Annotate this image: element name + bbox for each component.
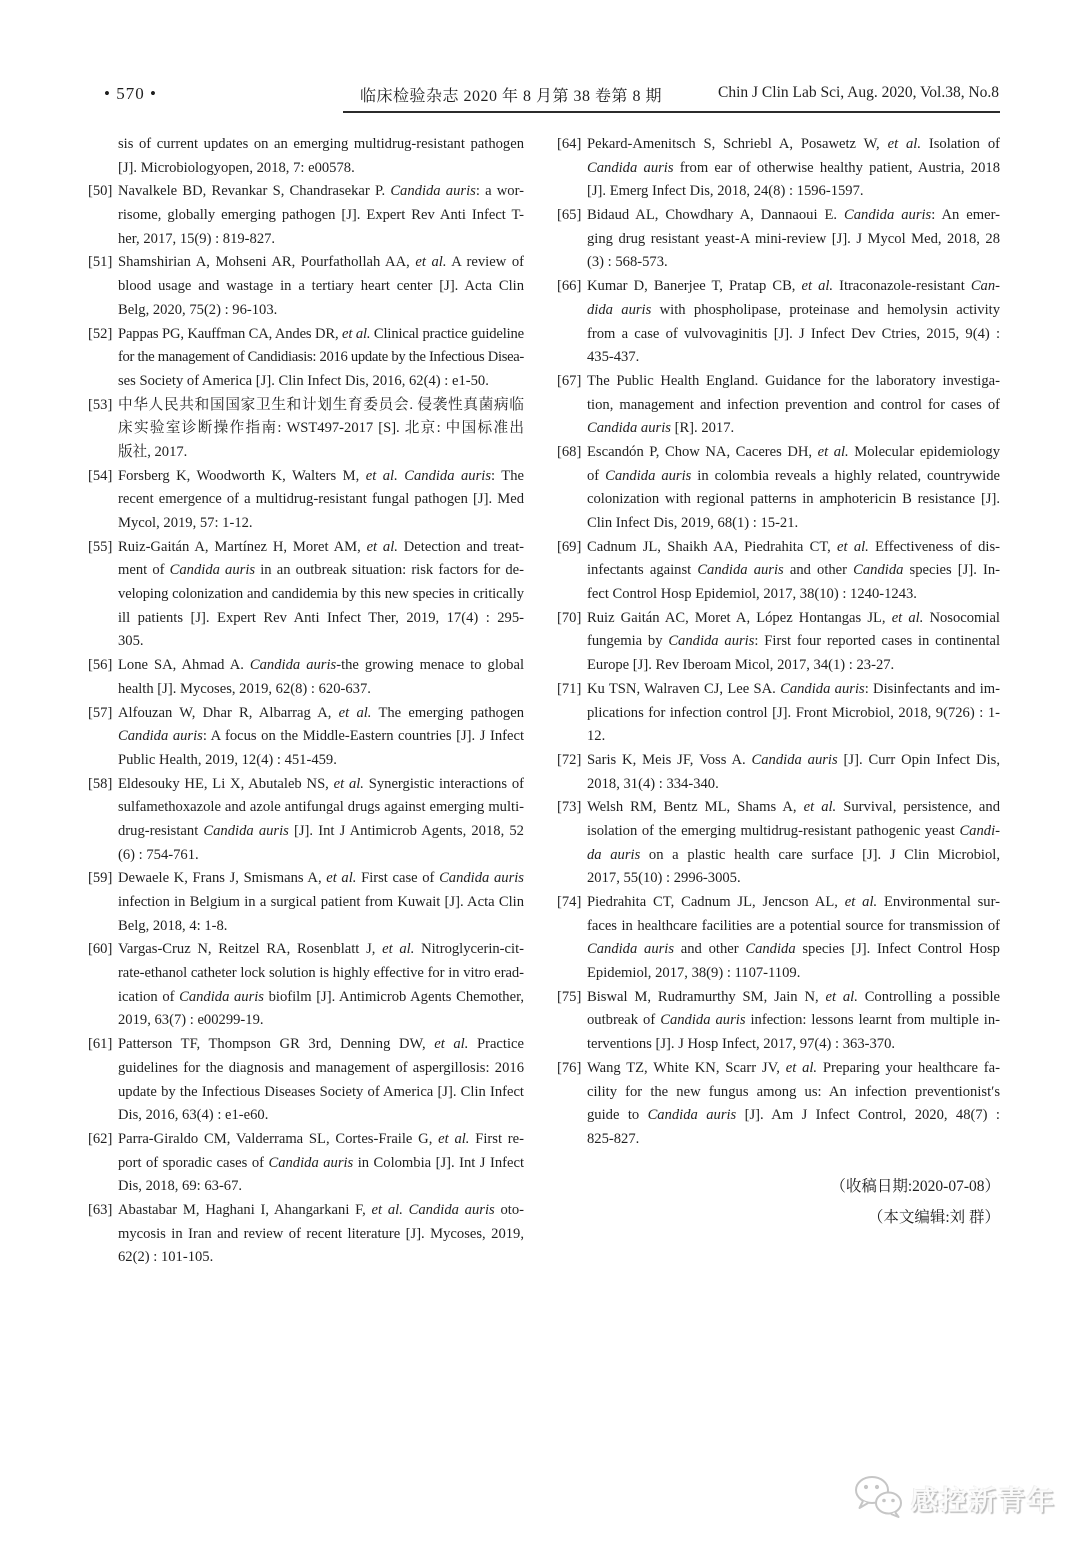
reference-number: [51] <box>88 254 113 271</box>
reference-item <box>557 1057 1000 1152</box>
reference-line: port of sporadic cases of Candida auris in Colombia [J]. Int J Infect <box>118 1154 524 1171</box>
reference-number: [71] <box>557 680 582 697</box>
italic-term: Candida auris <box>408 1201 495 1218</box>
reference-line: guidelines for the diagnosis and management of aspergillosis: 2016 <box>118 1059 524 1076</box>
reference-line: plications for infection control [J]. Front Microbiol, 2018, 9(726) : 1- <box>587 704 1000 721</box>
reference-number: [66] <box>557 278 582 295</box>
reference-line: Ku TSN, Walraven CJ, Lee SA. Candida auris: Disinfectants and im- <box>587 680 1000 697</box>
reference-item <box>88 394 524 465</box>
reference-line: [J]. Microbiologyopen, 2018, 7: e00578. <box>118 159 355 176</box>
reference-line: Wang TZ, White KN, Scarr JV, et al. Preparing your healthcare fa- <box>587 1059 1000 1076</box>
italic-term: et al. <box>438 1130 470 1147</box>
watermark-text: 感控新青年 <box>911 1486 1056 1516</box>
reference-line: ses Society of America [J]. Clin Infect Dis, 2016, 62(4) : e1-50. <box>118 372 489 389</box>
reference-number: [70] <box>557 609 582 626</box>
reference-line: The Public Health England. Guidance for the laboratory investiga- <box>587 372 1000 389</box>
reference-line: Lone SA, Ahmad A. Candida auris-the growing menace to global <box>118 657 524 674</box>
reference-line: fungemia by Candida auris: First four reported cases in continental <box>587 633 1000 650</box>
reference-line: Abastabar M, Haghani I, Ahangarkani F, et al. Candida auris oto- <box>118 1201 524 1218</box>
reference-line: Cadnum JL, Shaikh AA, Piedrahita CT, et al. Effectiveness of dis- <box>587 538 1000 555</box>
reference-line: Belg, 2020, 75(2) : 96-103. <box>118 301 278 318</box>
italic-term: Candida auris <box>390 183 476 200</box>
reference-item <box>88 536 524 654</box>
reference-line: cility for the new fungus among us: An infection preventionist′s <box>587 1083 1000 1100</box>
italic-term: Candida auris <box>605 467 692 484</box>
reference-number: [50] <box>88 183 113 200</box>
reference-item <box>88 1199 524 1270</box>
end-notes <box>557 1171 1000 1233</box>
header-rule <box>343 111 1000 113</box>
italic-term: et al. <box>803 799 837 816</box>
reference-line: 435-437. <box>587 349 640 366</box>
italic-term: et al. <box>326 870 357 887</box>
reference-item <box>88 773 524 868</box>
italic-term: da auris <box>587 846 641 863</box>
journal-title-cn: 临床检验杂志 2020 年 8 月第 38 卷第 8 期 <box>360 88 663 105</box>
reference-number: [62] <box>88 1130 113 1147</box>
reference-line: Public Health, 2019, 12(4) : 451-459. <box>118 751 337 768</box>
reference-item <box>557 891 1000 986</box>
italic-term: Candida auris <box>203 822 289 839</box>
reference-item <box>88 133 524 180</box>
reference-number: [56] <box>88 657 113 674</box>
reference-line: isolation of the emerging multidrug-resistant pathogenic yeast Candi- <box>587 822 1000 839</box>
reference-item <box>88 1033 524 1128</box>
italic-term: Candida auris <box>587 941 675 958</box>
italic-term: Candida auris <box>404 467 492 484</box>
reference-line: guide to Candida auris [J]. Am J Infect Control, 2020, 48(7) : <box>587 1107 1000 1124</box>
reference-line: outbreak of Candida auris infection: lessons learnt from multiple in- <box>587 1012 1000 1029</box>
italic-term: et al. <box>371 1201 403 1218</box>
reference-line: 825-827. <box>587 1130 640 1147</box>
received-date-note: （收稿日期:2020-07-08） <box>830 1177 1000 1195</box>
reference-line: sulfamethoxazole and azole antifungal drugs against emerging multi- <box>118 799 524 816</box>
reference-line: risome, globally emerging pathogen [J]. Expert Rev Anti Infect T- <box>118 207 524 224</box>
references-column-right <box>557 133 1000 1270</box>
italic-term: Candida auris <box>844 207 932 224</box>
reference-line: Vargas-Cruz N, Reitzel RA, Rosenblatt J, et al. Nitroglycerin-cit- <box>118 941 524 958</box>
italic-term: Candida auris <box>268 1154 354 1171</box>
reference-number: [61] <box>88 1036 113 1053</box>
italic-term: Candida auris <box>169 562 256 579</box>
reference-line: fect Control Hosp Epidemiol, 2017, 38(10) : 1240-1243. <box>587 586 917 603</box>
italic-term: et al. <box>891 609 924 626</box>
reference-line: Piedrahita CT, Cadnum JL, Jencson AL, et al. Environmental sur- <box>587 894 1000 910</box>
wechat-icon <box>852 1474 904 1523</box>
reference-item <box>557 275 1000 370</box>
italic-term: et al. <box>844 894 878 910</box>
reference-line: infectants against Candida auris and other Candida species [J]. In- <box>587 562 1000 579</box>
reference-line: ging drug resistant yeast-A mini-review [J]. J Mycol Med, 2018, 28 <box>587 230 1000 247</box>
reference-number: [59] <box>88 870 113 887</box>
reference-line: 305. <box>118 633 144 650</box>
reference-line: 中华人民共和国国家卫生和计划生育委员会. 侵袭性真菌病临 <box>118 396 524 413</box>
reference-line: Candida auris: A focus on the Middle-Eastern countries [J]. J Infect <box>118 728 524 745</box>
reference-line: tion, management and infection prevention and control for cases of <box>587 396 1000 413</box>
reference-line: health [J]. Mycoses, 2019, 62(8) : 620-637. <box>118 680 371 697</box>
italic-term: et al. <box>801 278 834 295</box>
italic-term: Candida auris <box>587 159 674 176</box>
reference-line: Navalkele BD, Revankar S, Chandrasekar P. Candida auris: a wor- <box>118 183 524 200</box>
references-columns <box>88 133 1000 1270</box>
reference-line: ment of Candida auris in an outbreak situation: risk factors for de- <box>118 562 524 579</box>
reference-line: Clin Infect Dis, 2019, 68(1) : 15-21. <box>587 515 799 531</box>
reference-line: Escandón P, Chow NA, Caceres DH, et al. Molecular epidemiology <box>587 443 1000 460</box>
reference-item <box>88 465 524 536</box>
italic-term: et al. <box>887 136 922 152</box>
reference-line: sis of current updates on an emerging multidrug-resistant pathogen <box>118 136 524 152</box>
reference-line: Bidaud AL, Chowdhary A, Dannaoui E. Candida auris: An emer- <box>587 207 1000 224</box>
reference-line: mycosis in Iran and review of recent literature [J]. Mycoses, 2019, <box>118 1225 524 1242</box>
reference-item <box>88 251 524 322</box>
italic-term: Candida auris <box>647 1107 737 1124</box>
reference-number: [60] <box>88 941 113 958</box>
reference-item <box>88 867 524 938</box>
reference-item <box>88 1128 524 1199</box>
reference-line: Dis, 2016, 63(4) : e1-e60. <box>118 1107 269 1124</box>
reference-line: Candida auris and other Candida species [J]. Infect Control Hosp <box>587 941 1000 958</box>
reference-line: Pekard-Amenitsch S, Schriebl A, Posawetz W, et al. Isolation of <box>587 136 1000 152</box>
reference-number: [54] <box>88 467 113 484</box>
italic-term: Candida <box>745 941 796 958</box>
reference-number: [72] <box>557 751 582 768</box>
reference-item <box>557 678 1000 749</box>
italic-term: et al. <box>338 704 372 721</box>
reference-line: 2018, 31(4) : 334-340. <box>587 775 719 792</box>
reference-number: [65] <box>557 207 582 224</box>
reference-line: Europe [J]. Rev Iberoam Micol, 2017, 34(1) : 23-27. <box>587 657 895 674</box>
italic-term: dida auris <box>587 301 652 318</box>
reference-line: Belg, 2018, 4: 1-8. <box>118 917 228 934</box>
reference-item <box>557 133 1000 204</box>
reference-line: Saris K, Meis JF, Voss A. Candida auris [J]. Curr Opin Infect Dis, <box>587 751 1000 768</box>
reference-item <box>557 536 1000 607</box>
reference-line: update by the Infectious Diseases Society of America [J]. Clin Infect <box>118 1083 524 1100</box>
reference-number: [74] <box>557 894 582 910</box>
reference-line: Welsh RM, Bentz ML, Shams A, et al. Survival, persistence, and <box>587 799 1000 816</box>
italic-term: et al. <box>837 538 869 555</box>
reference-line: (6) : 754-761. <box>118 846 199 863</box>
reference-item <box>557 607 1000 678</box>
reference-number: [52] <box>88 325 113 342</box>
reference-line: Forsberg K, Woodworth K, Walters M, et al. Candida auris: The <box>118 467 524 484</box>
reference-line: blood usage and wastage in a tertiary heart center [J]. Acta Clin <box>118 278 524 295</box>
reference-item <box>557 370 1000 441</box>
reference-line: ill patients [J]. Expert Rev Anti Infect Ther, 2019, 17(4) : 295- <box>118 609 524 626</box>
reference-number: [64] <box>557 136 582 152</box>
italic-term: Candida <box>853 562 904 579</box>
reference-number: [63] <box>88 1201 113 1218</box>
reference-line: Kumar D, Banerjee T, Pratap CB, et al. Itraconazole-resistant Can- <box>587 278 1000 295</box>
italic-term: Candida auris <box>179 988 264 1005</box>
reference-line: [J]. Emerg Infect Dis, 2018, 24(8) : 1596-1597. <box>587 183 864 200</box>
reference-line: Alfouzan W, Dhar R, Albarrag A, et al. The emerging pathogen <box>118 704 524 721</box>
reference-line: rate-ethanol catheter lock solution is highly effective for in vitro erad- <box>118 965 524 982</box>
reference-line: her, 2017, 15(9) : 819-827. <box>118 230 276 247</box>
reference-line: 2017, 55(10) : 2996-3005. <box>587 870 741 887</box>
reference-line: Shamshirian A, Mohseni AR, Pourfathollah AA, et al. A review of <box>118 254 524 271</box>
reference-line: recent emergence of a multidrug-resistant fungal pathogen [J]. Med <box>118 491 524 508</box>
reference-line: dida auris with phospholipase, proteinase and hemolysin activity <box>587 301 1000 318</box>
reference-line: 12. <box>587 728 606 745</box>
reference-number: [67] <box>557 372 582 389</box>
reference-line: Dis, 2018, 69: 63-67. <box>118 1178 243 1195</box>
italic-term: et al. <box>342 325 371 342</box>
reference-line: da auris on a plastic health care surface [J]. J Clin Microbiol, <box>587 846 1000 863</box>
reference-number: [68] <box>557 443 582 460</box>
italic-term: Candida auris <box>668 633 755 650</box>
reference-line: from a case of vulvovaginitis [J]. J Infect Dev Ctries, 2015, 9(4) : <box>587 325 1000 342</box>
reference-line: Candida auris from ear of otherwise healthy patient, Austria, 2018 <box>587 159 1000 176</box>
references-column-left <box>88 133 524 1270</box>
reference-line: Dewaele K, Frans J, Smismans A, et al. First case of Candida auris <box>118 870 524 887</box>
reference-item <box>557 441 1000 536</box>
reference-line: ication of Candida auris biofilm [J]. Antimicrob Agents Chemother, <box>118 988 524 1005</box>
italic-term: et al. <box>785 1059 818 1076</box>
italic-term: et al. <box>382 941 415 958</box>
reference-item <box>557 749 1000 796</box>
reference-line: 2019, 63(7) : e00299-19. <box>118 1012 264 1029</box>
reference-number: [53] <box>88 396 113 413</box>
italic-term: Candida auris <box>118 728 203 745</box>
editor-note: （本文编辑:刘 群） <box>867 1208 1000 1226</box>
italic-term: et al. <box>434 1036 469 1053</box>
reference-line: colonization with regional patterns in amphotericin B resistance [J]. <box>587 491 1000 508</box>
reference-line: 床实验室诊断操作指南: WST497-2017 [S]. 北京: 中国标准出 <box>118 420 524 437</box>
italic-term: et al. <box>333 775 364 792</box>
reference-item <box>88 323 524 394</box>
page-number: • 570 • <box>104 84 157 103</box>
reference-number: [69] <box>557 538 582 555</box>
reference-line: Parra-Giraldo CM, Valderrama SL, Cortes-Fraile G, et al. First re- <box>118 1130 524 1147</box>
reference-number: [76] <box>557 1059 582 1076</box>
reference-line: infection in Belgium in a surgical patient from Kuwait [J]. Acta Clin <box>118 894 524 910</box>
reference-line: (3) : 568-573. <box>587 254 668 271</box>
reference-number: [58] <box>88 775 113 792</box>
journal-title-en: Chin J Clin Lab Sci, Aug. 2020, Vol.38, No.8 <box>718 84 1000 101</box>
italic-term: et al. <box>366 538 398 555</box>
reference-number: [75] <box>557 988 582 1005</box>
italic-term: Candida auris <box>780 680 865 697</box>
reference-line: 62(2) : 101-105. <box>118 1249 214 1266</box>
reference-line: drug-resistant Candida auris [J]. Int J Antimicrob Agents, 2018, 52 <box>118 822 524 839</box>
reference-item <box>88 654 524 701</box>
italic-term: Candida auris <box>249 657 337 674</box>
italic-term: Can- <box>970 278 1000 295</box>
reference-line: Ruiz-Gaitán A, Martínez H, Moret AM, et al. Detection and treat- <box>118 538 524 555</box>
reference-line: veloping colonization and candidemia by this new species in critically <box>118 586 524 603</box>
italic-term: Candida auris <box>660 1012 746 1029</box>
reference-item <box>557 986 1000 1057</box>
reference-line: Epidemiol, 2017, 38(9) : 1107-1109. <box>587 965 801 982</box>
reference-number: [57] <box>88 704 113 721</box>
reference-number: [73] <box>557 799 582 816</box>
italic-term: et al. <box>817 443 849 460</box>
reference-number: [55] <box>88 538 113 555</box>
italic-term: et al. <box>825 988 858 1005</box>
italic-term: Candi- <box>959 822 1000 839</box>
reference-line: terventions [J]. J Hosp Infect, 2017, 97(4) : 363-370. <box>587 1036 896 1053</box>
reference-line: Mycol, 2019, 57: 1-12. <box>118 515 253 531</box>
reference-line: 版社, 2017. <box>118 443 188 460</box>
reference-line: Ruiz Gaitán AC, Moret A, López Hontangas JL, et al. Nosocomial <box>587 609 1000 626</box>
italic-term: et al. <box>365 467 398 484</box>
reference-line: Biswal M, Rudramurthy SM, Jain N, et al. Controlling a possible <box>587 988 1000 1005</box>
italic-term: Candida auris <box>439 870 524 887</box>
reference-line: Pappas PG, Kauffman CA, Andes DR, et al. Clinical practice guideline <box>118 325 524 342</box>
italic-term: Candida auris <box>751 751 838 768</box>
italic-term: Candida auris <box>587 420 671 437</box>
reference-item <box>557 204 1000 275</box>
reference-item <box>88 938 524 1033</box>
reference-line: faces in healthcare facilities are a potential source for transmission of <box>587 917 1000 934</box>
reference-item <box>88 180 524 251</box>
watermark <box>852 1474 1056 1523</box>
reference-line: Patterson TF, Thompson GR 3rd, Denning DW, et al. Practice <box>118 1036 524 1053</box>
reference-line: of Candida auris in colombia reveals a highly related, countrywide <box>587 467 1000 484</box>
reference-line: Eldesouky HE, Li X, Abutaleb NS, et al. Synergistic interactions of <box>118 775 524 792</box>
reference-line: for the management of Candidiasis: 2016 update by the Infectious Disea- <box>118 349 524 366</box>
reference-item <box>557 796 1000 891</box>
reference-item <box>88 702 524 773</box>
reference-line: Candida auris [R]. 2017. <box>587 420 735 437</box>
italic-term: et al. <box>415 254 447 271</box>
italic-term: Candida auris <box>697 562 784 579</box>
